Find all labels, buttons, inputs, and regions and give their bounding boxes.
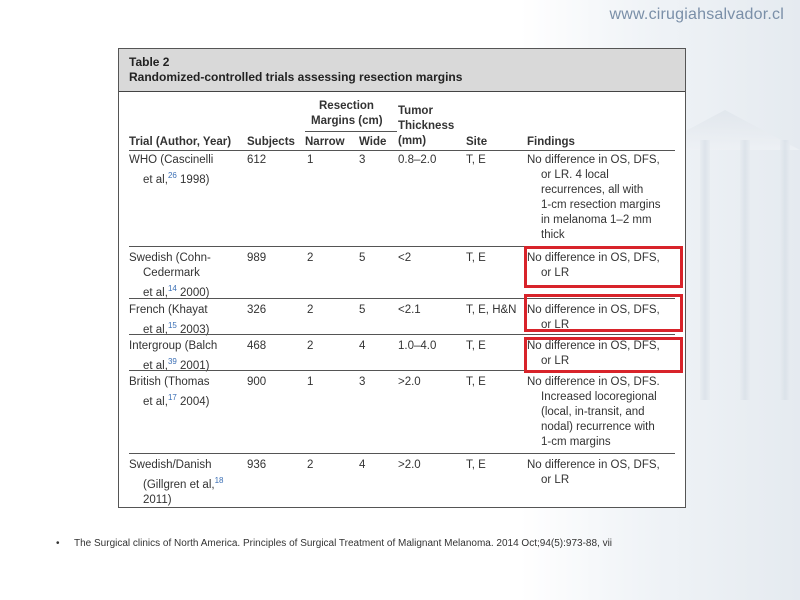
row-swedish-danish-trial: Swedish/Danish (Gillgren et al,$^{18}$ 2011) [129, 459, 224, 506]
highlight-box-french-findings [524, 294, 683, 332]
row-british-narrow: 1 [307, 376, 314, 388]
row-intergroup-findings: No difference in OS, DFS, or LR [527, 340, 660, 367]
row-french-subjects: 326 [247, 304, 267, 316]
row-swedish-danish-wide: 4 [359, 459, 366, 471]
row-who-findings: No difference in OS, DFS, or LR. 4 local recurrences, all with 1-cm resection margins in melanoma 1–2 mm thick [527, 154, 661, 241]
row-intergroup-wide: 4 [359, 340, 366, 352]
header-margins-l1: Resection [319, 100, 374, 112]
highlight-box-intergroup-findings [524, 337, 683, 373]
row-who-subjects: 612 [247, 154, 267, 166]
reference-footnote [56, 538, 612, 549]
header-site: Site [466, 136, 488, 148]
row-british-wide: 3 [359, 376, 366, 388]
row-swedish-danish-site: T, E [466, 459, 486, 471]
row-intergroup-subjects: 468 [247, 340, 267, 352]
row-british-subjects: 900 [247, 376, 267, 388]
bullet-icon: • [56, 538, 60, 549]
margins-underline [305, 131, 397, 132]
row-french-site: T, E, H&N [466, 304, 517, 316]
row-swedish-narrow: 2 [307, 252, 314, 264]
header-rule [129, 150, 675, 151]
header-tumor-l3: (mm) [398, 135, 427, 147]
row-who-wide: 3 [359, 154, 366, 166]
header-subjects: Subjects [247, 136, 295, 148]
table-label: Table 2 [129, 55, 170, 69]
row-swedish-subjects: 989 [247, 252, 267, 264]
row-swedish-wide: 5 [359, 252, 366, 264]
header-tumor-l1: Tumor [398, 105, 433, 117]
row-swedish-danish-thickness: >2.0 [398, 459, 421, 471]
row-rule [129, 453, 675, 454]
row-intergroup-narrow: 2 [307, 340, 314, 352]
row-intergroup-site: T, E [466, 340, 486, 352]
row-french-narrow: 2 [307, 304, 314, 316]
row-french-trial: French (Khayat et al,$^{15}$ 2003) [129, 304, 210, 336]
row-swedish-site: T, E [466, 252, 486, 264]
building-column [740, 140, 750, 400]
header-trial: Trial (Author, Year) [129, 136, 232, 148]
row-who-thickness: 0.8–2.0 [398, 154, 437, 166]
row-rule [129, 334, 675, 335]
row-french-wide: 5 [359, 304, 366, 316]
header-findings: Findings [527, 136, 575, 148]
table-caption [119, 49, 685, 92]
header-margins-l2: Margins (cm) [311, 115, 383, 127]
row-swedish-danish-narrow: 2 [307, 459, 314, 471]
building-column [780, 140, 790, 400]
row-british-thickness: >2.0 [398, 376, 421, 388]
row-french-findings: No difference in OS, DFS, or LR [527, 304, 660, 331]
site-watermark: www.cirugiahsalvador.cl [609, 6, 784, 23]
row-intergroup-thickness: 1.0–4.0 [398, 340, 437, 352]
row-swedish-trial: Swedish (Cohn- Cedermark et al,$^{14}$ 2000) [129, 252, 211, 299]
row-who-narrow: 1 [307, 154, 314, 166]
header-wide: Wide [359, 136, 387, 148]
row-intergroup-trial: Intergroup (Balch et al,$^{39}$ 2001) [129, 340, 218, 372]
row-who-trial: WHO (Cascinelli et al,$^{26}$ 1998) [129, 154, 214, 186]
building-column [700, 140, 710, 400]
header-tumor-l2: Thickness [398, 120, 455, 132]
row-british-site: T, E [466, 376, 486, 388]
footnote-text: The Surgical clinics of North America. Principles of Surgical Treatment of Malignant Melanoma. 2014 Oct;94(5):973-88, vii [74, 538, 613, 549]
row-british-trial: British (Thomas et al,$^{17}$ 2004) [129, 376, 210, 408]
row-french-thickness: <2.1 [398, 304, 421, 316]
row-swedish-findings: No difference in OS, DFS, or LR [527, 252, 660, 279]
row-swedish-thickness: <2 [398, 252, 412, 264]
row-who-site: T, E [466, 154, 486, 166]
row-swedish-danish-subjects: 936 [247, 459, 267, 471]
row-swedish-danish-findings: No difference in OS, DFS, or LR [527, 459, 660, 486]
row-british-findings: No difference in OS, DFS. Increased locoregional (local, in-transit, and nodal) recurrence with 1-cm margins [527, 376, 660, 448]
highlight-box-swedish-findings [524, 246, 683, 288]
table-title: Randomized-controlled trials assessing resection margins [129, 70, 463, 84]
header-narrow: Narrow [305, 136, 345, 148]
